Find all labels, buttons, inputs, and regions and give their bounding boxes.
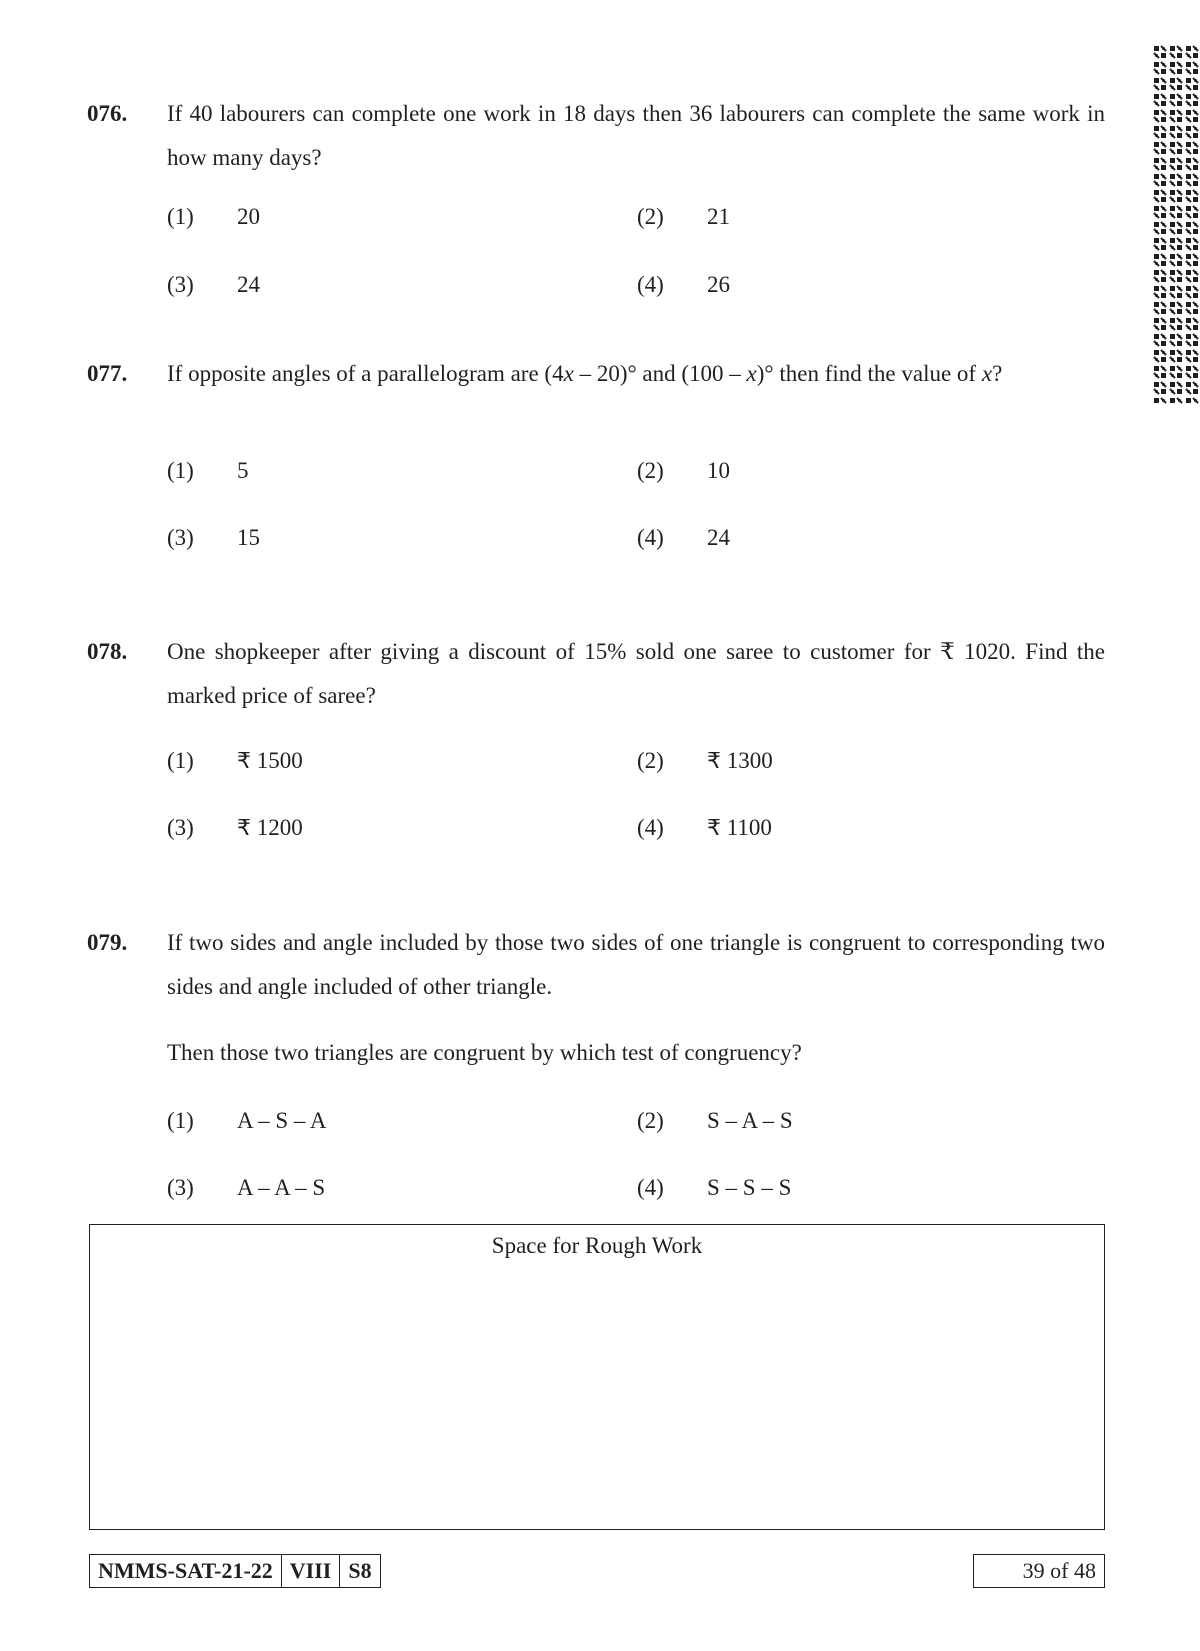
page-number: 39 of 48 (973, 1554, 1105, 1588)
option-1[interactable]: (1) A – S – A (167, 1108, 327, 1133)
option-1[interactable]: (1) ₹ 1500 (167, 748, 303, 774)
set-label: S8 (348, 1558, 372, 1583)
question-text: If two sides and angle included by those two sides of one triangle is congruent to corresponding two sides and angle included of other triangle. (167, 930, 1105, 999)
question-079 (87, 921, 1105, 1075)
question-text: If 40 labourers can complete one work in 18 days then 36 labourers can complete the same work in how many days? (167, 101, 1105, 170)
option-4[interactable]: (4) S – S – S (637, 1175, 792, 1200)
rupee-icon: ₹ (237, 749, 251, 774)
option-3[interactable]: (3) A – A – S (167, 1175, 326, 1200)
option-4[interactable]: (4) 24 (637, 525, 730, 550)
option-1[interactable]: (1) 5 (167, 458, 249, 483)
question-078 (87, 630, 1105, 718)
question-number: 079. (87, 930, 128, 955)
rough-work-title: Space for Rough Work (491, 1233, 703, 1258)
question-text: If opposite angles of a parallelogram are (4x – 20)° and (100 – x)° then find the value of x? (167, 361, 1003, 386)
question-077 (87, 352, 1105, 396)
option-4[interactable]: (4) ₹ 1100 (637, 815, 772, 841)
rupee-icon: ₹ (237, 816, 251, 841)
standard-label: VIII (282, 1555, 341, 1587)
footer-code-box (89, 1554, 381, 1588)
rough-work-box[interactable] (89, 1224, 1105, 1530)
rupee-icon: ₹ (707, 749, 721, 774)
question-text: One shopkeeper after giving a discount of 15% sold one saree to customer for ₹ 1020. Find the marked price of saree? (167, 639, 1105, 708)
question-number: 077. (87, 361, 128, 386)
option-4[interactable]: (4) 26 (637, 272, 730, 297)
exam-code: NMMS-SAT-21-22 (90, 1555, 282, 1587)
question-number: 078. (87, 639, 128, 664)
option-1[interactable]: (1) 20 (167, 204, 260, 229)
option-3[interactable]: (3) 24 (167, 272, 260, 297)
question-076 (87, 92, 1105, 180)
option-2[interactable]: (2) ₹ 1300 (637, 748, 773, 774)
decorative-pattern-strip (1152, 44, 1200, 404)
option-3[interactable]: (3) ₹ 1200 (167, 815, 303, 841)
option-3[interactable]: (3) 15 (167, 525, 260, 550)
rupee-icon: ₹ (707, 816, 721, 841)
question-number: 076. (87, 101, 128, 126)
option-2[interactable]: (2) S – A – S (637, 1108, 793, 1133)
option-2[interactable]: (2) 10 (637, 458, 730, 483)
question-subtext: Then those two triangles are congruent by which test of congruency? (167, 1040, 802, 1065)
option-2[interactable]: (2) 21 (637, 204, 730, 229)
